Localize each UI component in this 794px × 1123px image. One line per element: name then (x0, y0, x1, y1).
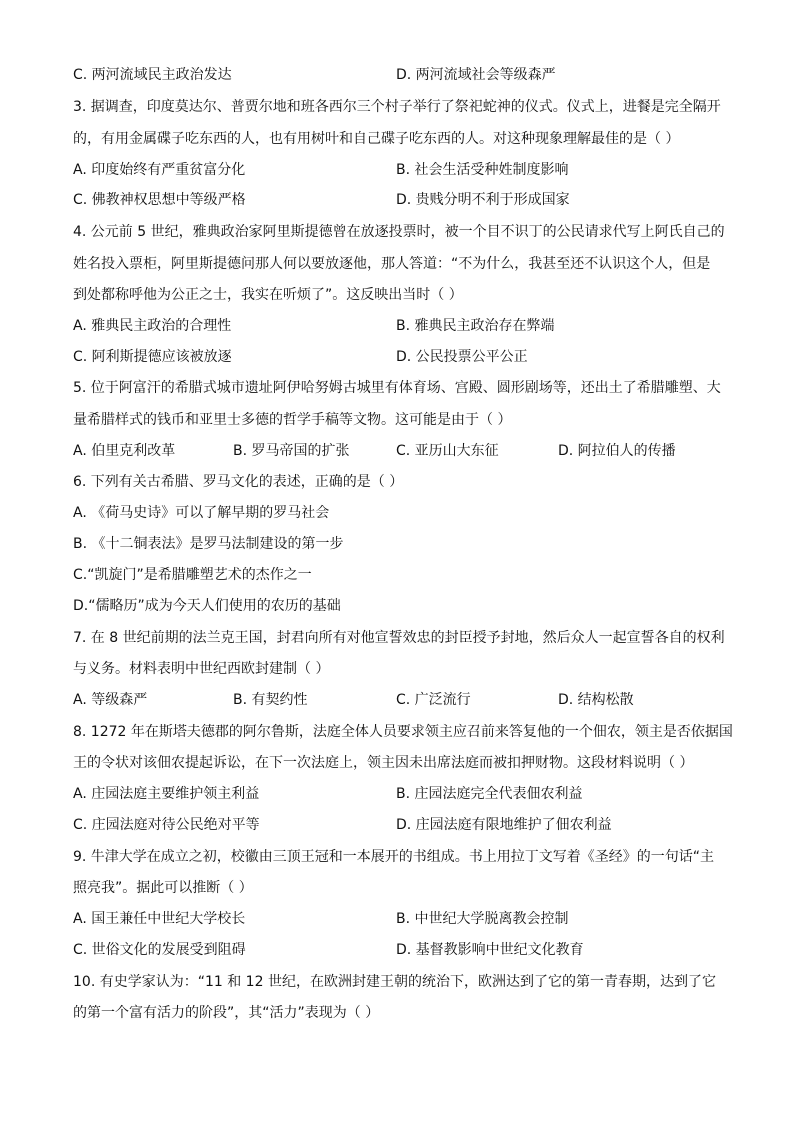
question-3-option-a: A. 印度始终有严重贫富分化 (73, 162, 246, 178)
question-4-option-c: C. 阿利斯提德应该被放逐 (73, 349, 232, 365)
question-5-line-2: 量希腊样式的钱币和亚里士多德的哲学手稿等文物。这可能是由于（ ） (73, 412, 512, 428)
question-8-option-a: A. 庄园法庭主要维护领主利益 (73, 786, 260, 802)
question-9-option-b: B. 中世纪大学脱离教会控制 (396, 911, 569, 927)
question-9-line-1: 9. 牛津大学在成立之初，校徽由三顶王冠和一本展开的书组成。书上用拉丁文写着《圣经》的一句话“主 (73, 849, 715, 865)
option-c: C. 两河流域民主政治发达 (73, 67, 232, 83)
question-4-option-a: A. 雅典民主政治的合理性 (73, 318, 232, 334)
question-8-line-1: 8. 1272 年在斯塔夫德郡的阿尔鲁斯，法庭全体人员要求领主应召前来答复他的一个佃农，领主是否依据国 (73, 724, 733, 740)
question-4-option-b: B. 雅典民主政治存在弊端 (396, 318, 555, 334)
question-6-option-d: D.“儒略历”成为今天人们使用的农历的基础 (73, 598, 341, 614)
question-6-option-a: A. 《荷马史诗》可以了解早期的罗马社会 (73, 505, 330, 521)
question-5-option-d: D. 阿拉伯人的传播 (558, 443, 676, 459)
question-10-line-1: 10. 有史学家认为：“11 和 12 世纪，在欧洲封建王朝的统治下，欧洲达到了它的第一青春期，达到了它 (73, 974, 716, 990)
question-3-option-b: B. 社会生活受种姓制度影响 (396, 162, 569, 178)
question-7-option-d: D. 结构松散 (558, 692, 634, 708)
question-4-line-3: 到处都称呼他为公正之士，我实在听烦了”。这反映出当时（ ） (73, 287, 463, 303)
question-8-option-d: D. 庄园法庭有限地维护了佃农利益 (396, 817, 612, 833)
question-5-option-a: A. 伯里克利改革 (73, 443, 176, 459)
question-6-stem: 6. 下列有关古希腊、罗马文化的表述，正确的是（ ） (73, 474, 404, 490)
question-9-line-2: 照亮我”。据此可以推断（ ） (73, 880, 253, 896)
question-7-line-2: 与义务。材料表明中世纪西欧封建制（ ） (73, 661, 330, 677)
question-9-option-a: A. 国王兼任中世纪大学校长 (73, 911, 246, 927)
question-7-option-a: A. 等级森严 (73, 692, 148, 708)
question-7-option-b: B. 有契约性 (233, 692, 308, 708)
question-5-option-c: C. 亚历山大东征 (396, 443, 499, 459)
option-d: D. 两河流域社会等级森严 (396, 67, 556, 83)
question-9-option-d: D. 基督教影响中世纪文化教育 (396, 942, 584, 958)
question-7-line-1: 7. 在 8 世纪前期的法兰克王国，封君向所有对他宣誓效忠的封臣授予封地，然后众人一起宣誓各自的权利 (73, 630, 725, 646)
question-6-option-b: B. 《十二铜表法》是罗马法制建设的第一步 (73, 536, 344, 552)
question-6-option-c: C.“凯旋门”是希腊雕塑艺术的杰作之一 (73, 567, 312, 583)
question-4-option-d: D. 公民投票公平公正 (396, 349, 528, 365)
question-3-option-d: D. 贵贱分明不利于形成国家 (396, 192, 570, 208)
question-8-line-2: 王的令状对该佃农提起诉讼，在下一次法庭上，领主因未出席法庭而被扣押财物。这段材料说明（ ） (73, 755, 694, 771)
question-4-line-2: 姓名投入票柜，阿里斯提德问那人何以要放逐他，那人答道：“不为什么，我甚至还不认识这个人，但是 (73, 256, 711, 272)
question-5-line-1: 5. 位于阿富汗的希腊式城市遗址阿伊哈努姆古城里有体育场、宫殿、圆形剧场等，还出土了希腊雕塑、大 (73, 380, 721, 396)
question-8-option-c: C. 庄园法庭对待公民绝对平等 (73, 817, 260, 833)
question-3-line-2: 的，有用金属碟子吃东西的人，也有用树叶和自己碟子吃东西的人。对这种现象理解最佳的是（ ） (73, 131, 680, 147)
question-10-line-2: 的第一个富有活力的阶段”，其“活力”表现为（ ） (73, 1005, 380, 1021)
question-9-option-c: C. 世俗文化的发展受到阻碍 (73, 942, 246, 958)
question-8-option-b: B. 庄园法庭完全代表佃农利益 (396, 786, 583, 802)
question-3-option-c: C. 佛教神权思想中等级严格 (73, 192, 246, 208)
question-4-line-1: 4. 公元前 5 世纪，雅典政治家阿里斯提德曾在放逐投票时，被一个目不识丁的公民请求代写上阿氏自己的 (73, 224, 725, 240)
question-5-option-b: B. 罗马帝国的扩张 (233, 443, 350, 459)
question-3-line-1: 3. 据调查，印度莫达尔、普贾尔地和班各西尔三个村子举行了祭祀蛇神的仪式。仪式上，进餐是完全隔开 (73, 99, 721, 115)
question-7-option-c: C. 广泛流行 (396, 692, 471, 708)
